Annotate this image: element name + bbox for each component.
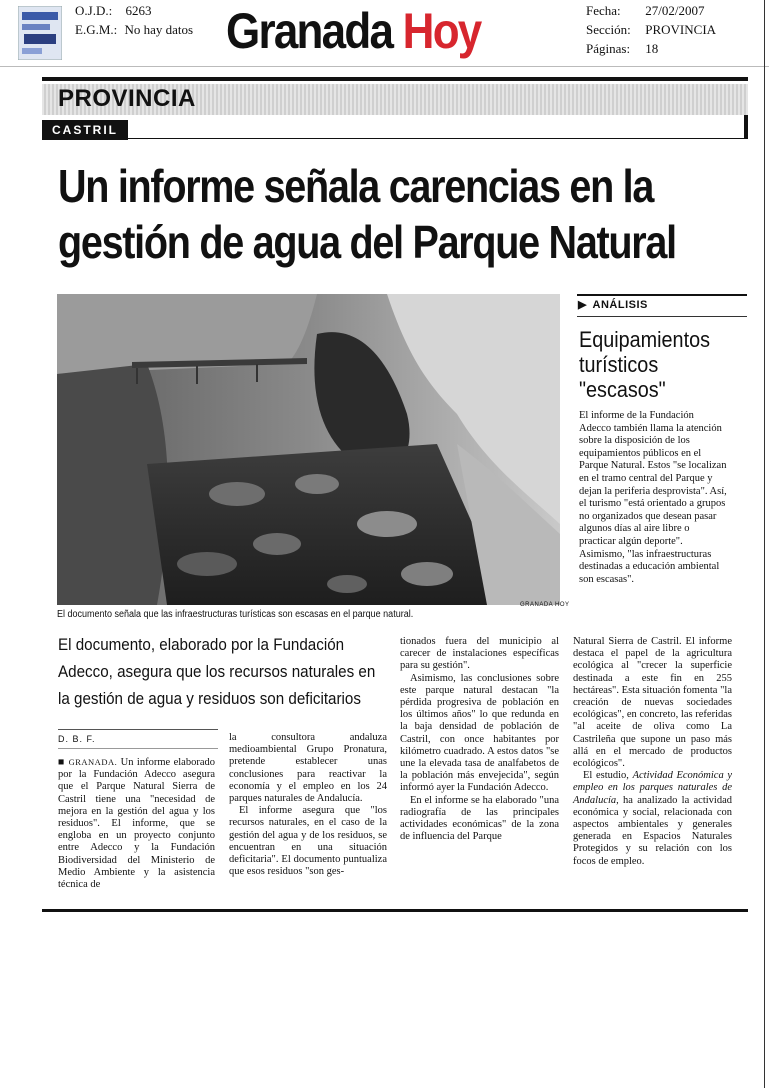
sidebar-body: El informe de la Fundación Adecco también llama la atención sobre la disposición de los equipamientos públicos en el Parque Natural. Estos "se localizan en el tramo central del Parque y dejan la periferia desprovista". Así, el turismo "está orientado a grupos no organizados que desean pasar algunos días al aire libre o practicar algún deporte". Asimismo, "las infraestructuras destinadas a educación ambiental son escasas".	[579, 410, 727, 585]
article-column-1: ■ GRANADA. Un informe elaborado por la Fundación Adecco asegura que el Parque Natural Sierra de Castril tiene una "necesidad de mejora en la gestión del agua y los residuos". El informe, que se engloba en un proyecto conjunto entre Adecco y la Fundación Biodiversidad del Ministerio de Medio Ambiente y la asistencia técnica de	[58, 757, 215, 891]
masthead	[226, 3, 481, 59]
section-tag: CASTRIL	[42, 120, 128, 140]
sidebar-kicker: ▶ ANÁLISIS	[578, 299, 648, 311]
photo-caption: El documento señala que las infraestructuras turísticas son escasas en el parque natural.	[57, 609, 414, 620]
photo-credit: GRANADA HOY	[520, 602, 570, 608]
egm-value: No hay datos	[124, 22, 194, 37]
landscape-photo	[57, 294, 560, 605]
article-column-3: tionados fuera del municipio al carecer de instalaciones específicas para su gestión". Asimismo, las conclusiones sobre este parque natural destacan "la pérdida progresiva de población en los últimos años" lo que redunda en la baja densidad de población de Castril, con once habitantes por kilómetro cuadrado. A estos datos "se une la elevada tasa de analfabetos de la población más envejecida", según informó ayer la Fundación Adecco. En el informe se ha elaborado "una radiografía de las principales actividades económicas" de la zona de influencia del Parque	[400, 636, 559, 843]
article-column-2: la consultora andaluza medioambiental Grupo Pronatura, pretende establecer unas conclusiones para reactivar la economía y el empleo en los 24 parques naturales de Andalucía. El informe asegura que "los recursos naturales, en el caso de la gestión del agua y de los residuos, se encuentran en una situación deficitaria". El documento puntualiza que esos residuos "son ges-	[229, 732, 387, 878]
dateline: GRANADA.	[68, 757, 118, 767]
ojd-label: O.J.D.:	[75, 3, 113, 18]
headline-line2: gestión de agua del Parque Natural	[58, 216, 676, 268]
sidebar-kicker-rule	[577, 316, 747, 317]
masthead-hoy: Hoy	[402, 3, 481, 59]
seccion-label: Sección:	[586, 22, 631, 37]
byline-rule	[58, 729, 218, 730]
fecha-value: 27/02/2007	[645, 3, 705, 18]
byline: D. B. F.	[58, 734, 96, 744]
right-margin-line	[764, 0, 765, 1088]
play-icon: ▶	[578, 299, 587, 311]
logo-stamp	[18, 6, 62, 60]
top-rule	[42, 77, 748, 81]
header-divider	[0, 66, 769, 67]
paginas-value: 18	[645, 41, 659, 56]
bottom-rule	[42, 909, 748, 912]
seccion-value: PROVINCIA	[645, 22, 717, 37]
sidebar-title: Equipamientos turísticos "escasos"	[579, 327, 710, 402]
section-title: PROVINCIA	[58, 85, 196, 112]
headline-line1: Un informe señala carencias en la	[58, 160, 654, 212]
fecha-label: Fecha:	[586, 3, 621, 18]
subhead: El documento, elaborado por la Fundación Adecco, asegura que los recursos naturales en la gestión de agua y residuos son deficitarios	[58, 636, 376, 708]
right-edge-bar	[744, 115, 748, 139]
tag-rule	[42, 138, 748, 139]
egm-label: E.G.M.:	[75, 22, 118, 37]
ojd-value: 6263	[125, 3, 152, 18]
paginas-label: Páginas:	[586, 41, 631, 56]
sidebar-top-rule	[577, 294, 747, 296]
byline-rule-bottom	[58, 748, 218, 749]
article-column-4: Natural Sierra de Castril. El informe destaca el papel de la agricultura ecológica al "crecer la superficie destinada a este fin en 255 hectáreas". Esta situación fomenta "la creación de nuevas sociedades ecológicas", en concreto, las referidas "al aceite de oliva como La Castrileña que supone un paso más allá en el mercado de productos ecológicos". El estudio, Actividad Económica y empleo en los parques naturales de Andalucía, ha analizado la actividad económica y social, relacionada con aspectos ambientales y generales generada en Espacios Naturales Protegidos y su relación con los focos de empleo.	[573, 636, 732, 867]
masthead-granada: Granada	[226, 3, 393, 59]
